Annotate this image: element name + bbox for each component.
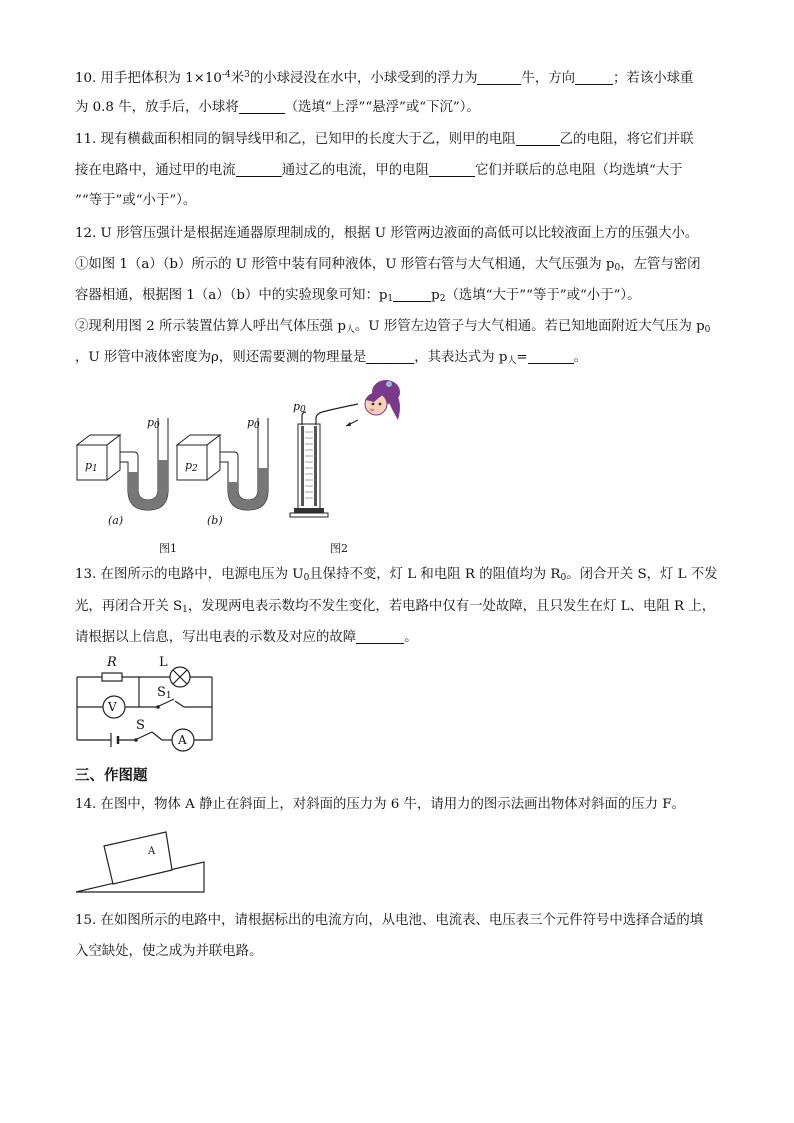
q12-line-2: ①如图 1（a）（b）所示的 U 形管中装有同种液体，U 形管右管与大气相通，大气压强为 $p_0$，左管与密闭 [75,257,701,273]
circuit-diagram-q13 [74,655,214,750]
q10-line-2: 为 0.8 牛，放手后，小球将 （选填“上浮”“悬浮”或“下沉”）。 [75,100,480,115]
section-title: 三、作图题 [75,768,148,784]
label-s: S [136,718,145,733]
q15-line-1: 15. 在如图所示的电路中，请根据标出的电流方向，从电池、电流表、电压表三个元件符号中选择合适的填 [75,913,704,928]
q11-line-3: ”“等于”或“小于”）。 [75,193,197,208]
q14-line-1: 14. 在图中，物体 A 静止在斜面上，对斜面的压力为 6 牛，请用力的图示法画出物体对斜面的压力 F。 [75,797,685,812]
label-p0-fig2: $p_0$ [293,400,306,415]
q10-line-1: 10. 用手把体积为 $1\times 10^{-4}$米$^3$的小球浸没在水中，小球受到的浮力为 牛，方向 ；若该小球重 [75,70,694,86]
lamp-l [170,667,190,687]
label-v: V [108,700,117,714]
q13-line-1: 13. 在图所示的电路中，电源电压为 $U_0$且保持不变，灯 L 和电阻 R 的阻值均为 $R_0$。闭合开关 S，灯 L 不发 [75,567,718,583]
label-r: R [107,655,117,670]
answer-blank[interactable] [356,629,404,644]
label-p0-a: $p_0$ [147,416,160,431]
caption-a: (a) [108,514,124,527]
q13-line-3: 请根据以上信息，写出电表的示数及对应的故障 。 [75,630,418,645]
caption-b: (b) [207,514,223,527]
breath-pressure-figure [288,380,408,520]
q15-line-2: 入空缺处，使之成为并联电路。 [75,944,263,959]
answer-blank[interactable] [236,162,282,177]
label-p1: $p_1$ [85,459,98,474]
q12-line-1: 12. U 形管压强计是根据连通器原理制成的，根据 U 形管两边液面的高低可以比较液面上方的压强大小。 [75,226,699,241]
incline-figure [74,820,209,895]
switch-s [134,732,152,742]
q12-line-5: ，U 形管中液体密度为ρ，则还需要测的物理量是 ，其表达式为 $p_人=$ 。 [75,350,588,366]
q11-line-1: 11. 现有横截面积相同的铜导线甲和乙，已知甲的长度大于乙，则甲的电阻 乙的电阻，将它们并联 [75,132,694,147]
answer-blank[interactable] [393,287,431,302]
label-s1: $S_1$ [157,685,172,701]
answer-blank[interactable] [366,349,414,364]
battery [111,733,118,747]
answer-blank[interactable] [429,162,475,177]
answer-blank[interactable] [477,70,521,85]
resistor-r [102,673,122,681]
q12-line-3: 容器相通，根据图 1（a）（b）中的实验现象可知：$p_1$ $p_2$（选填“大于”“等于”或“小于”）。 [75,288,641,304]
label-p2: $p_2$ [185,459,198,474]
label-p0-b: $p_0$ [247,416,260,431]
q12-line-4: ②现利用图 2 所示装置估算人呼出气体压强 $p_人$。U 形管左边管子与大气相通。若已知地面附近大气压为 $p_0$ [75,319,711,335]
q11-line-2: 接在电路中，通过甲的电流 通过乙的电流，甲的电阻 它们并联后的总电阻（均选填“大于 [75,163,683,178]
caption-fig2: 图2 [330,542,348,555]
caption-fig1: 图1 [159,542,177,555]
answer-blank[interactable] [516,131,560,146]
label-l: L [159,655,168,670]
answer-blank[interactable] [239,99,285,114]
block-a-label: A [148,846,156,857]
q13-line-2: 光，再闭合开关 $S_1$，发现两电表示数均不发生变化，若电路中仅有一处故障，且只发生在灯 L、电阻 R 上， [75,599,716,615]
label-a: A [178,733,187,747]
answer-blank[interactable] [528,349,574,364]
answer-blank[interactable] [575,70,613,85]
